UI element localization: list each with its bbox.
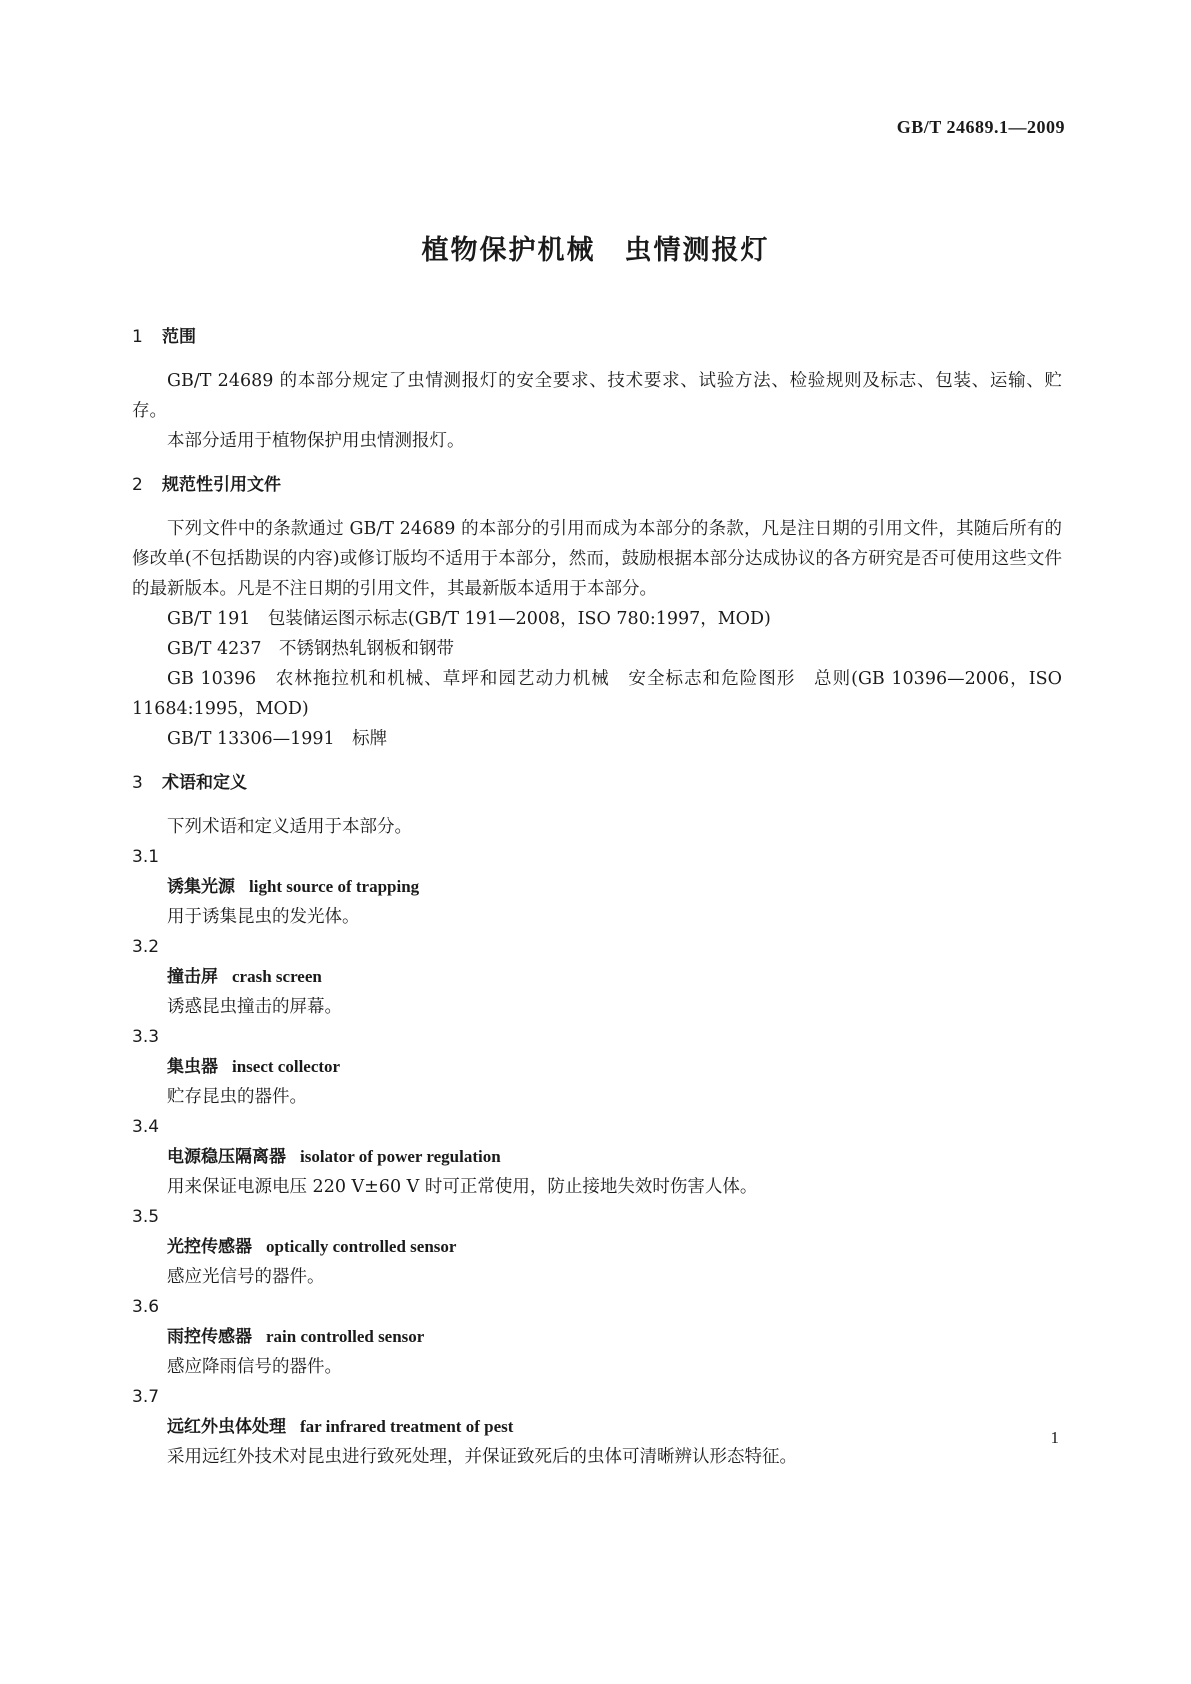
references-intro: 下列文件中的条款通过 GB/T 24689 的本部分的引用而成为本部分的条款，凡是注日期的引用文件，其随后所有的修改单(不包括勘误的内容)或修订版均不适用于本部分，然而，鼓励根据本部分达成协议的各方研究是否可使用这些文件的最新版本。凡是不注日期的引用文件，其最新版本适用于本部分。 [132, 519, 1062, 599]
term-name [132, 962, 1062, 992]
term-number: 3.2 [132, 937, 160, 957]
term-name-zh: 撞击屏 [167, 967, 218, 987]
term-number: 3.7 [132, 1387, 160, 1407]
term-name [132, 1322, 1062, 1352]
reference-item: GB/T 191 包装储运图示标志(GB/T 191—2008，ISO 780:1997，MOD) [167, 609, 771, 629]
term-definition: 感应降雨信号的器件。 [167, 1357, 342, 1377]
term-name-en: isolator of power regulation [300, 1147, 501, 1166]
term-number: 3.4 [132, 1117, 160, 1137]
term-name-en: rain controlled sensor [266, 1327, 425, 1346]
term-number: 3.3 [132, 1027, 160, 1047]
term-name [132, 1232, 1062, 1262]
term-name-zh: 光控传感器 [167, 1237, 252, 1257]
section-heading-terms [132, 768, 1062, 798]
term-name-en: insect collector [232, 1057, 341, 1076]
document-title: 植物保护机械 虫情测报灯 [421, 235, 770, 266]
document-body [132, 322, 1062, 1472]
term-name-zh: 诱集光源 [167, 877, 235, 897]
scope-paragraph: GB/T 24689 的本部分规定了虫情测报灯的安全要求、技术要求、试验方法、检验规则及标志、包装、运输、贮存。 [132, 371, 1062, 421]
section-number: 1 [132, 327, 143, 347]
term-definition: 用来保证电源电压 220 V±60 V 时可正常使用，防止接地失效时伤害人体。 [167, 1177, 758, 1197]
reference-item: GB/T 13306—1991 标牌 [167, 729, 388, 749]
term-name [132, 872, 1062, 902]
term-number: 3.6 [132, 1297, 160, 1317]
section-number: 2 [132, 475, 143, 495]
section-number: 3 [132, 773, 143, 793]
term-name-en: optically controlled sensor [266, 1237, 457, 1256]
term-name-zh: 雨控传感器 [167, 1327, 252, 1347]
reference-item: GB 10396 农林拖拉机和机械、草坪和园艺动力机械 安全标志和危险图形 总则(GB 10396—2006，ISO 11684:1995，MOD) [132, 669, 1062, 719]
term-name-en: far infrared treatment of pest [300, 1417, 514, 1436]
reference-item: GB/T 4237 不锈钢热轧钢板和钢带 [167, 639, 455, 659]
term-name-en: crash screen [232, 967, 322, 986]
term-definition: 感应光信号的器件。 [167, 1267, 325, 1287]
term-name [132, 1052, 1062, 1082]
term-name-en: light source of trapping [249, 877, 420, 896]
terms-intro: 下列术语和定义适用于本部分。 [167, 817, 412, 837]
term-definition: 采用远红外技术对昆虫进行致死处理，并保证致死后的虫体可清晰辨认形态特征。 [167, 1447, 797, 1467]
section-title: 规范性引用文件 [162, 475, 281, 495]
section-title: 范围 [162, 327, 196, 347]
term-name-zh: 集虫器 [167, 1057, 218, 1077]
term-name [132, 1142, 1062, 1172]
term-number: 3.1 [132, 847, 160, 867]
term-name-zh: 电源稳压隔离器 [167, 1147, 286, 1167]
term-definition: 诱惑昆虫撞击的屏幕。 [167, 997, 342, 1017]
standard-number: GB/T 24689.1—2009 [896, 117, 1065, 137]
term-name-zh: 远红外虫体处理 [167, 1417, 286, 1437]
page-number: 1 [1050, 1428, 1059, 1447]
term-definition: 用于诱集昆虫的发光体。 [167, 907, 360, 927]
scope-applicability: 本部分适用于植物保护用虫情测报灯。 [167, 431, 465, 451]
section-heading-scope [132, 322, 1062, 352]
section-heading-references [132, 470, 1062, 500]
term-name [132, 1412, 1062, 1442]
term-definition: 贮存昆虫的器件。 [167, 1087, 307, 1107]
term-number: 3.5 [132, 1207, 160, 1227]
section-title: 术语和定义 [162, 773, 247, 793]
